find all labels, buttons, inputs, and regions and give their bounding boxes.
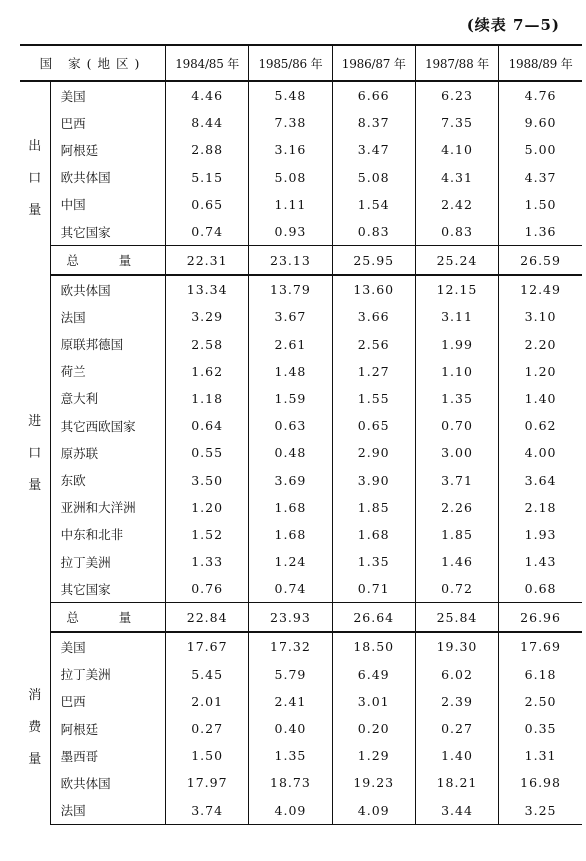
import-group-label [20, 275, 50, 632]
value-cell: 0.74 [166, 218, 249, 246]
group-label-char: 消 [28, 688, 42, 704]
country-name: 原苏联 [60, 445, 99, 461]
value-cell: 17.67 [166, 632, 249, 660]
value-cell: 19.30 [415, 632, 498, 660]
year-header: 1988/89 年 [499, 45, 582, 81]
value-cell: 0.63 [249, 412, 332, 439]
value-cell: 18.50 [332, 632, 415, 660]
value-cell: 1.93 [499, 521, 582, 548]
value-cell: 0.68 [499, 575, 582, 603]
country-name: 法国 [60, 309, 86, 325]
value-cell: 2.88 [166, 136, 249, 163]
value-cell: 1.20 [166, 494, 249, 521]
value-cell: 1.50 [166, 742, 249, 769]
export-section [20, 81, 582, 275]
total-value-cell: 26.59 [499, 246, 582, 276]
total-value-cell: 26.64 [332, 603, 415, 633]
value-cell: 3.50 [166, 466, 249, 493]
value-cell: 4.10 [415, 136, 498, 163]
value-cell: 12.15 [415, 275, 498, 303]
value-cell: 1.35 [415, 385, 498, 412]
value-cell: 3.25 [499, 797, 582, 825]
group-label-char: 口 [28, 445, 42, 461]
value-cell: 5.08 [249, 164, 332, 191]
value-cell: 0.65 [166, 191, 249, 218]
total-value-cell: 25.24 [415, 246, 498, 276]
value-cell: 5.00 [499, 136, 582, 163]
country-name: 拉丁美洲 [60, 554, 111, 570]
value-cell: 9.60 [499, 109, 582, 136]
value-cell: 0.83 [332, 218, 415, 246]
country-name: 美国 [60, 639, 86, 655]
value-cell: 2.26 [415, 494, 498, 521]
value-cell: 13.34 [166, 275, 249, 303]
value-cell: 3.16 [249, 136, 332, 163]
value-cell: 1.31 [499, 742, 582, 769]
value-cell: 12.49 [499, 275, 582, 303]
group-label-char: 量 [28, 202, 42, 218]
total-value-cell: 22.84 [166, 603, 249, 633]
year-header: 1986/87 年 [332, 45, 415, 81]
value-cell: 3.00 [415, 439, 498, 466]
value-cell: 6.23 [415, 81, 498, 109]
value-cell: 3.74 [166, 797, 249, 825]
country-name: 阿根廷 [60, 142, 99, 158]
value-cell: 0.20 [332, 715, 415, 742]
value-cell: 18.73 [249, 769, 332, 796]
table-row [20, 466, 582, 493]
value-cell: 1.24 [249, 548, 332, 575]
value-cell: 2.58 [166, 331, 249, 358]
value-cell: 1.43 [499, 548, 582, 575]
value-cell: 3.90 [332, 466, 415, 493]
value-cell: 1.35 [249, 742, 332, 769]
value-cell: 5.08 [332, 164, 415, 191]
value-cell: 4.76 [499, 81, 582, 109]
table-row [20, 797, 582, 825]
value-cell: 1.59 [249, 385, 332, 412]
country-name: 中国 [60, 197, 86, 213]
value-cell: 13.79 [249, 275, 332, 303]
value-cell: 1.40 [415, 742, 498, 769]
data-table [20, 44, 582, 825]
value-cell: 0.55 [166, 439, 249, 466]
value-cell: 1.29 [332, 742, 415, 769]
table-row [20, 275, 582, 303]
table-row [20, 661, 582, 688]
country-name: 巴西 [60, 694, 86, 710]
value-cell: 2.41 [249, 688, 332, 715]
value-cell: 6.02 [415, 661, 498, 688]
table-row [20, 548, 582, 575]
value-cell: 17.97 [166, 769, 249, 796]
value-cell: 3.11 [415, 303, 498, 330]
year-header: 1984/85 年 [166, 45, 249, 81]
consumption-section [20, 632, 582, 824]
total-value-cell: 26.96 [499, 603, 582, 633]
table-row [20, 521, 582, 548]
country-name: 美国 [60, 88, 86, 104]
value-cell: 8.44 [166, 109, 249, 136]
value-cell: 1.40 [499, 385, 582, 412]
value-cell: 4.37 [499, 164, 582, 191]
value-cell: 1.35 [332, 548, 415, 575]
value-cell: 7.38 [249, 109, 332, 136]
table-row [20, 164, 582, 191]
total-value-cell: 22.31 [166, 246, 249, 276]
total-row [20, 246, 582, 276]
value-cell: 2.39 [415, 688, 498, 715]
value-cell: 1.33 [166, 548, 249, 575]
import-section [20, 275, 582, 632]
value-cell: 3.29 [166, 303, 249, 330]
value-cell: 2.50 [499, 688, 582, 715]
value-cell: 1.36 [499, 218, 582, 246]
value-cell: 0.40 [249, 715, 332, 742]
value-cell: 1.68 [249, 521, 332, 548]
value-cell: 2.61 [249, 331, 332, 358]
value-cell: 5.79 [249, 661, 332, 688]
value-cell: 1.27 [332, 358, 415, 385]
total-value-cell: 25.95 [332, 246, 415, 276]
value-cell: 0.65 [332, 412, 415, 439]
table-row [20, 331, 582, 358]
value-cell: 1.48 [249, 358, 332, 385]
value-cell: 0.76 [166, 575, 249, 603]
total-label: 总 量 [50, 603, 165, 633]
total-value-cell: 23.93 [249, 603, 332, 633]
country-name: 拉丁美洲 [60, 667, 111, 683]
country-name: 阿根廷 [60, 721, 99, 737]
country-name: 欧共体国 [60, 282, 111, 298]
value-cell: 1.99 [415, 331, 498, 358]
value-cell: 5.45 [166, 661, 249, 688]
country-name: 欧共体国 [60, 775, 111, 791]
value-cell: 7.35 [415, 109, 498, 136]
value-cell: 2.90 [332, 439, 415, 466]
export-group-label [20, 81, 50, 275]
value-cell: 0.35 [499, 715, 582, 742]
value-cell: 0.27 [166, 715, 249, 742]
group-label-char: 量 [28, 752, 42, 768]
value-cell: 2.01 [166, 688, 249, 715]
table-row [20, 303, 582, 330]
value-cell: 1.85 [332, 494, 415, 521]
value-cell: 1.68 [249, 494, 332, 521]
value-cell: 0.62 [499, 412, 582, 439]
value-cell: 1.20 [499, 358, 582, 385]
table-row [20, 191, 582, 218]
value-cell: 3.47 [332, 136, 415, 163]
value-cell: 17.69 [499, 632, 582, 660]
country-name: 欧共体国 [60, 170, 111, 186]
value-cell: 3.66 [332, 303, 415, 330]
header-row [20, 45, 582, 81]
value-cell: 16.98 [499, 769, 582, 796]
value-cell: 3.44 [415, 797, 498, 825]
group-label-char: 口 [28, 170, 42, 186]
value-cell: 0.48 [249, 439, 332, 466]
value-cell: 2.20 [499, 331, 582, 358]
total-label: 总 量 [50, 246, 165, 276]
country-name: 其它国家 [60, 224, 111, 240]
table-row [20, 494, 582, 521]
table-row [20, 439, 582, 466]
value-cell: 19.23 [332, 769, 415, 796]
value-cell: 0.74 [249, 575, 332, 603]
value-cell: 0.71 [332, 575, 415, 603]
value-cell: 2.18 [499, 494, 582, 521]
table-row [20, 412, 582, 439]
value-cell: 1.52 [166, 521, 249, 548]
table-row [20, 109, 582, 136]
group-label-char: 量 [28, 477, 42, 493]
table-row [20, 688, 582, 715]
total-value-cell: 25.84 [415, 603, 498, 633]
value-cell: 3.10 [499, 303, 582, 330]
table-row [20, 715, 582, 742]
value-cell: 0.64 [166, 412, 249, 439]
value-cell: 0.93 [249, 218, 332, 246]
group-label-char: 费 [28, 720, 42, 736]
country-name: 其它西欧国家 [60, 418, 136, 434]
value-cell: 0.70 [415, 412, 498, 439]
table-row [20, 385, 582, 412]
table-row [20, 81, 582, 109]
country-name: 亚洲和大洋洲 [60, 500, 136, 516]
value-cell: 1.54 [332, 191, 415, 218]
value-cell: 8.37 [332, 109, 415, 136]
value-cell: 1.68 [332, 521, 415, 548]
table-row [20, 575, 582, 603]
country-name: 东欧 [60, 473, 86, 489]
value-cell: 2.56 [332, 331, 415, 358]
value-cell: 4.09 [249, 797, 332, 825]
country-name: 法国 [50, 797, 165, 825]
value-cell: 1.50 [499, 191, 582, 218]
year-header: 1987/88 年 [415, 45, 498, 81]
country-region-header: 国 家(地区) [20, 45, 166, 81]
value-cell: 18.21 [415, 769, 498, 796]
value-cell: 5.15 [166, 164, 249, 191]
table-caption: (续表 7—5) [466, 16, 560, 34]
value-cell: 3.01 [332, 688, 415, 715]
group-label-char: 进 [28, 413, 42, 429]
table-row [20, 769, 582, 796]
value-cell: 0.27 [415, 715, 498, 742]
country-name: 意大利 [60, 391, 99, 407]
value-cell: 4.00 [499, 439, 582, 466]
country-name: 巴西 [60, 115, 86, 131]
value-cell: 1.10 [415, 358, 498, 385]
value-cell: 1.18 [166, 385, 249, 412]
table-row [20, 632, 582, 660]
value-cell: 6.18 [499, 661, 582, 688]
table-row [20, 218, 582, 246]
value-cell: 1.55 [332, 385, 415, 412]
value-cell: 3.69 [249, 466, 332, 493]
value-cell: 0.83 [415, 218, 498, 246]
year-header: 1985/86 年 [249, 45, 332, 81]
value-cell: 3.67 [249, 303, 332, 330]
value-cell: 2.42 [415, 191, 498, 218]
value-cell: 1.62 [166, 358, 249, 385]
table-row [20, 358, 582, 385]
country-name: 其它国家 [60, 581, 111, 597]
value-cell: 13.60 [332, 275, 415, 303]
group-label-char: 出 [28, 138, 42, 154]
value-cell: 1.85 [415, 521, 498, 548]
country-name: 荷兰 [60, 364, 86, 380]
value-cell: 1.11 [249, 191, 332, 218]
country-name: 墨西哥 [60, 748, 99, 764]
value-cell: 4.46 [166, 81, 249, 109]
value-cell: 0.72 [415, 575, 498, 603]
total-value-cell: 23.13 [249, 246, 332, 276]
value-cell: 3.64 [499, 466, 582, 493]
value-cell: 1.46 [415, 548, 498, 575]
value-cell: 6.49 [332, 661, 415, 688]
table-row [20, 742, 582, 769]
table-row [20, 136, 582, 163]
value-cell: 17.32 [249, 632, 332, 660]
value-cell: 3.71 [415, 466, 498, 493]
value-cell: 4.31 [415, 164, 498, 191]
value-cell: 6.66 [332, 81, 415, 109]
country-name: 原联邦德国 [60, 337, 124, 353]
consumption-group-label [20, 632, 50, 824]
total-row [20, 603, 582, 633]
value-cell: 5.48 [249, 81, 332, 109]
value-cell: 4.09 [332, 797, 415, 825]
country-name: 中东和北非 [60, 527, 124, 543]
